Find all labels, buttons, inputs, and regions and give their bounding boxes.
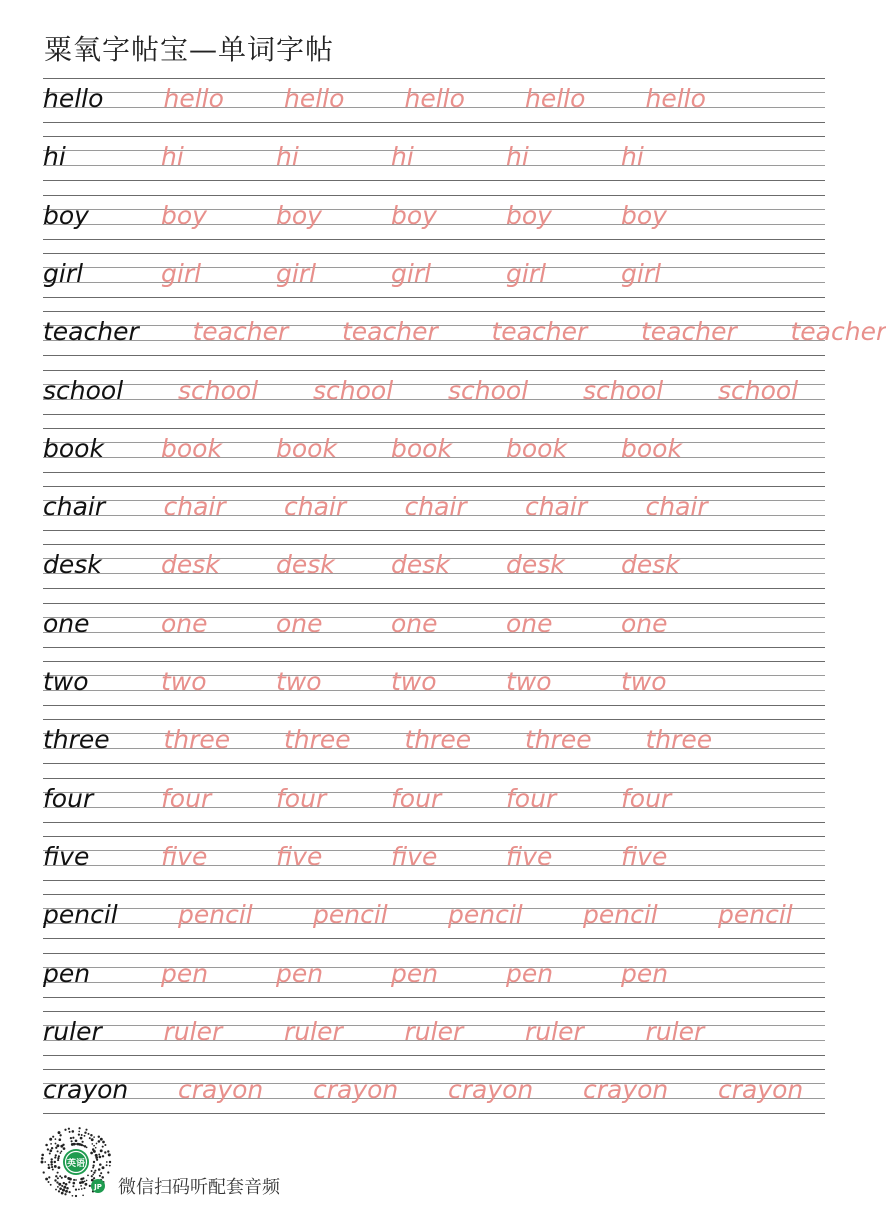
- scan-instruction: 微信扫码听配套音频: [118, 1177, 280, 1198]
- model-word: boy: [43, 200, 89, 230]
- guide-line: [43, 384, 825, 385]
- guide-line: [43, 122, 825, 123]
- trace-word[interactable]: two: [276, 667, 322, 696]
- trace-word[interactable]: desk: [621, 550, 680, 580]
- trace-word[interactable]: crayon: [448, 1075, 534, 1105]
- guide-line: [43, 195, 825, 196]
- model-word: crayon: [43, 1075, 129, 1105]
- trace-word[interactable]: two: [391, 667, 437, 696]
- trace-word[interactable]: one: [391, 608, 438, 638]
- trace-word[interactable]: crayon: [718, 1075, 804, 1105]
- trace-word[interactable]: crayon: [178, 1075, 264, 1105]
- guide-line: [43, 661, 825, 662]
- guide-line: [43, 239, 825, 240]
- trace-word[interactable]: book: [276, 433, 337, 463]
- model-word: hello: [43, 84, 104, 113]
- guide-line: [43, 938, 825, 939]
- trace-word[interactable]: pencil: [583, 900, 658, 930]
- word-row: [43, 370, 825, 428]
- trace-word[interactable]: school: [448, 375, 529, 405]
- guide-line: [43, 530, 825, 531]
- model-word: teacher: [43, 317, 139, 347]
- word-row: [43, 78, 825, 136]
- trace-word[interactable]: one: [161, 608, 208, 638]
- guide-line: [43, 908, 825, 909]
- guide-line: [43, 1069, 825, 1070]
- word-row: [43, 253, 825, 311]
- trace-word[interactable]: chair: [645, 492, 708, 522]
- trace-word[interactable]: school: [718, 375, 799, 405]
- trace-word[interactable]: desk: [276, 550, 335, 580]
- trace-word[interactable]: school: [313, 375, 394, 405]
- trace-word[interactable]: desk: [391, 550, 450, 580]
- model-word: school: [43, 375, 124, 405]
- qr-code-icon[interactable]: [40, 1126, 112, 1198]
- trace-word[interactable]: book: [621, 433, 682, 463]
- word-row: [43, 136, 825, 194]
- guide-line: [43, 894, 825, 895]
- trace-word[interactable]: one: [276, 608, 323, 638]
- trace-word[interactable]: four: [161, 783, 212, 813]
- trace-word[interactable]: chair: [404, 492, 467, 522]
- trace-word[interactable]: teacher: [641, 317, 737, 347]
- word-row: [43, 1069, 825, 1127]
- trace-word[interactable]: one: [506, 608, 553, 638]
- trace-word[interactable]: pencil: [718, 900, 793, 930]
- trace-word[interactable]: school: [178, 375, 259, 405]
- trace-word[interactable]: crayon: [583, 1075, 669, 1105]
- word-row: [43, 603, 825, 661]
- guide-line: [43, 544, 825, 545]
- guide-line: [43, 880, 825, 881]
- guide-line: [43, 136, 825, 137]
- trace-word[interactable]: boy: [161, 200, 207, 230]
- trace-word[interactable]: five: [391, 841, 438, 871]
- model-word: pen: [43, 958, 91, 988]
- guide-line: [43, 603, 825, 604]
- trace-word[interactable]: hi: [161, 142, 184, 172]
- trace-word[interactable]: four: [506, 783, 557, 813]
- trace-word[interactable]: teacher: [342, 317, 438, 347]
- guide-line: [43, 355, 825, 356]
- guide-line: [43, 472, 825, 473]
- trace-word[interactable]: girl: [506, 258, 547, 288]
- trace-word[interactable]: three: [163, 725, 231, 755]
- model-word: four: [43, 783, 94, 813]
- word-row: [43, 1011, 825, 1069]
- model-word: three: [43, 725, 110, 755]
- trace-word[interactable]: teacher: [192, 317, 289, 347]
- guide-line: [43, 705, 825, 706]
- word-row: [43, 195, 825, 253]
- guide-line: [43, 1055, 825, 1056]
- guide-line: [43, 297, 825, 298]
- guide-line: [43, 923, 825, 924]
- page-title: 粟氧字帖宝—单词字帖: [44, 33, 335, 66]
- guide-line: [43, 1083, 825, 1084]
- trace-word[interactable]: three: [404, 725, 472, 755]
- guide-line: [43, 647, 825, 648]
- guide-line: [43, 588, 825, 589]
- guide-line: [43, 997, 825, 998]
- trace-word[interactable]: girl: [391, 258, 432, 288]
- guide-line: [43, 719, 825, 720]
- trace-word[interactable]: pen: [621, 958, 669, 988]
- trace-word[interactable]: girl: [276, 258, 317, 288]
- model-word: two: [43, 667, 89, 696]
- guide-line: [43, 953, 825, 954]
- guide-line: [43, 778, 825, 779]
- trace-word[interactable]: hi: [506, 142, 529, 172]
- trace-word[interactable]: five: [621, 841, 668, 871]
- trace-word[interactable]: hi: [391, 142, 414, 172]
- trace-word[interactable]: five: [161, 841, 208, 871]
- model-word: pencil: [43, 900, 118, 930]
- guide-line: [43, 370, 825, 371]
- guide-line: [43, 253, 825, 254]
- trace-word[interactable]: desk: [506, 550, 565, 580]
- word-row: [43, 778, 825, 836]
- word-row: [43, 311, 886, 369]
- trace-word[interactable]: pencil: [313, 900, 388, 930]
- trace-word[interactable]: four: [621, 783, 672, 813]
- trace-word[interactable]: pen: [161, 958, 209, 988]
- trace-word[interactable]: hello: [404, 84, 465, 113]
- footer: [40, 1126, 440, 1202]
- trace-word[interactable]: hi: [621, 142, 644, 172]
- trace-word[interactable]: pencil: [448, 900, 523, 930]
- trace-word[interactable]: pen: [391, 958, 439, 988]
- trace-word[interactable]: five: [276, 841, 323, 871]
- model-word: five: [43, 841, 90, 871]
- qr-badge-text: 英语: [66, 1159, 86, 1169]
- word-row: [43, 836, 825, 894]
- trace-word[interactable]: boy: [506, 200, 552, 230]
- trace-word[interactable]: one: [621, 608, 668, 638]
- guide-line: [43, 311, 825, 312]
- trace-word[interactable]: ruler: [404, 1016, 464, 1046]
- trace-word[interactable]: ruler: [525, 1016, 584, 1046]
- guide-line: [43, 763, 825, 764]
- trace-word[interactable]: four: [276, 783, 327, 813]
- guide-line: [43, 428, 825, 429]
- trace-word[interactable]: chair: [284, 492, 347, 522]
- word-row: [43, 661, 825, 719]
- model-word: girl: [43, 258, 84, 288]
- word-row: [43, 544, 825, 602]
- trace-word[interactable]: pen: [276, 958, 324, 988]
- trace-word[interactable]: school: [583, 375, 664, 405]
- word-row: [43, 953, 825, 1011]
- trace-word[interactable]: crayon: [313, 1075, 399, 1105]
- trace-word[interactable]: chair: [525, 492, 588, 522]
- trace-word[interactable]: book: [506, 433, 567, 463]
- guide-line: [43, 399, 825, 400]
- trace-word[interactable]: two: [161, 667, 207, 696]
- trace-word[interactable]: pencil: [178, 900, 253, 930]
- model-word: hi: [43, 142, 66, 172]
- model-word: chair: [43, 492, 106, 522]
- model-word: desk: [43, 550, 102, 580]
- guide-line: [43, 1011, 825, 1012]
- trace-word[interactable]: boy: [621, 200, 667, 230]
- trace-word[interactable]: chair: [163, 492, 226, 522]
- trace-word[interactable]: boy: [276, 200, 322, 230]
- trace-word[interactable]: four: [391, 783, 442, 813]
- guide-line: [43, 486, 825, 487]
- trace-word[interactable]: three: [525, 725, 592, 755]
- trace-word[interactable]: five: [506, 841, 553, 871]
- model-word: one: [43, 608, 90, 638]
- qr-corner-text: JP: [94, 1183, 102, 1191]
- guide-line: [43, 836, 825, 837]
- trace-word[interactable]: hello: [645, 84, 706, 113]
- guide-line: [43, 822, 825, 823]
- trace-word[interactable]: teacher: [491, 317, 588, 347]
- trace-word[interactable]: three: [284, 725, 351, 755]
- trace-word[interactable]: ruler: [284, 1016, 343, 1046]
- trace-word[interactable]: hello: [525, 84, 586, 113]
- word-row: [43, 428, 825, 486]
- word-row: [43, 894, 825, 952]
- guide-line: [43, 78, 825, 79]
- trace-word[interactable]: desk: [161, 550, 220, 580]
- trace-word[interactable]: girl: [621, 258, 662, 288]
- word-row: [43, 486, 825, 544]
- guide-line: [43, 1098, 825, 1099]
- trace-word[interactable]: girl: [161, 258, 202, 288]
- guide-line: [43, 180, 825, 181]
- trace-word[interactable]: book: [161, 433, 222, 463]
- guide-line: [43, 414, 825, 415]
- trace-word[interactable]: teacher: [790, 317, 886, 347]
- trace-word[interactable]: book: [391, 433, 452, 463]
- word-row: [43, 719, 825, 777]
- trace-word[interactable]: three: [645, 725, 713, 755]
- trace-word[interactable]: boy: [391, 200, 437, 230]
- model-word: book: [43, 433, 104, 463]
- model-word: ruler: [43, 1016, 102, 1046]
- trace-word[interactable]: pen: [506, 958, 554, 988]
- trace-word[interactable]: two: [621, 667, 667, 696]
- trace-word[interactable]: ruler: [163, 1016, 223, 1046]
- trace-word[interactable]: hello: [163, 84, 224, 113]
- trace-word[interactable]: ruler: [645, 1016, 705, 1046]
- trace-word[interactable]: hi: [276, 142, 299, 172]
- trace-word[interactable]: hello: [284, 84, 345, 113]
- guide-line: [43, 1113, 825, 1114]
- trace-word[interactable]: two: [506, 667, 552, 696]
